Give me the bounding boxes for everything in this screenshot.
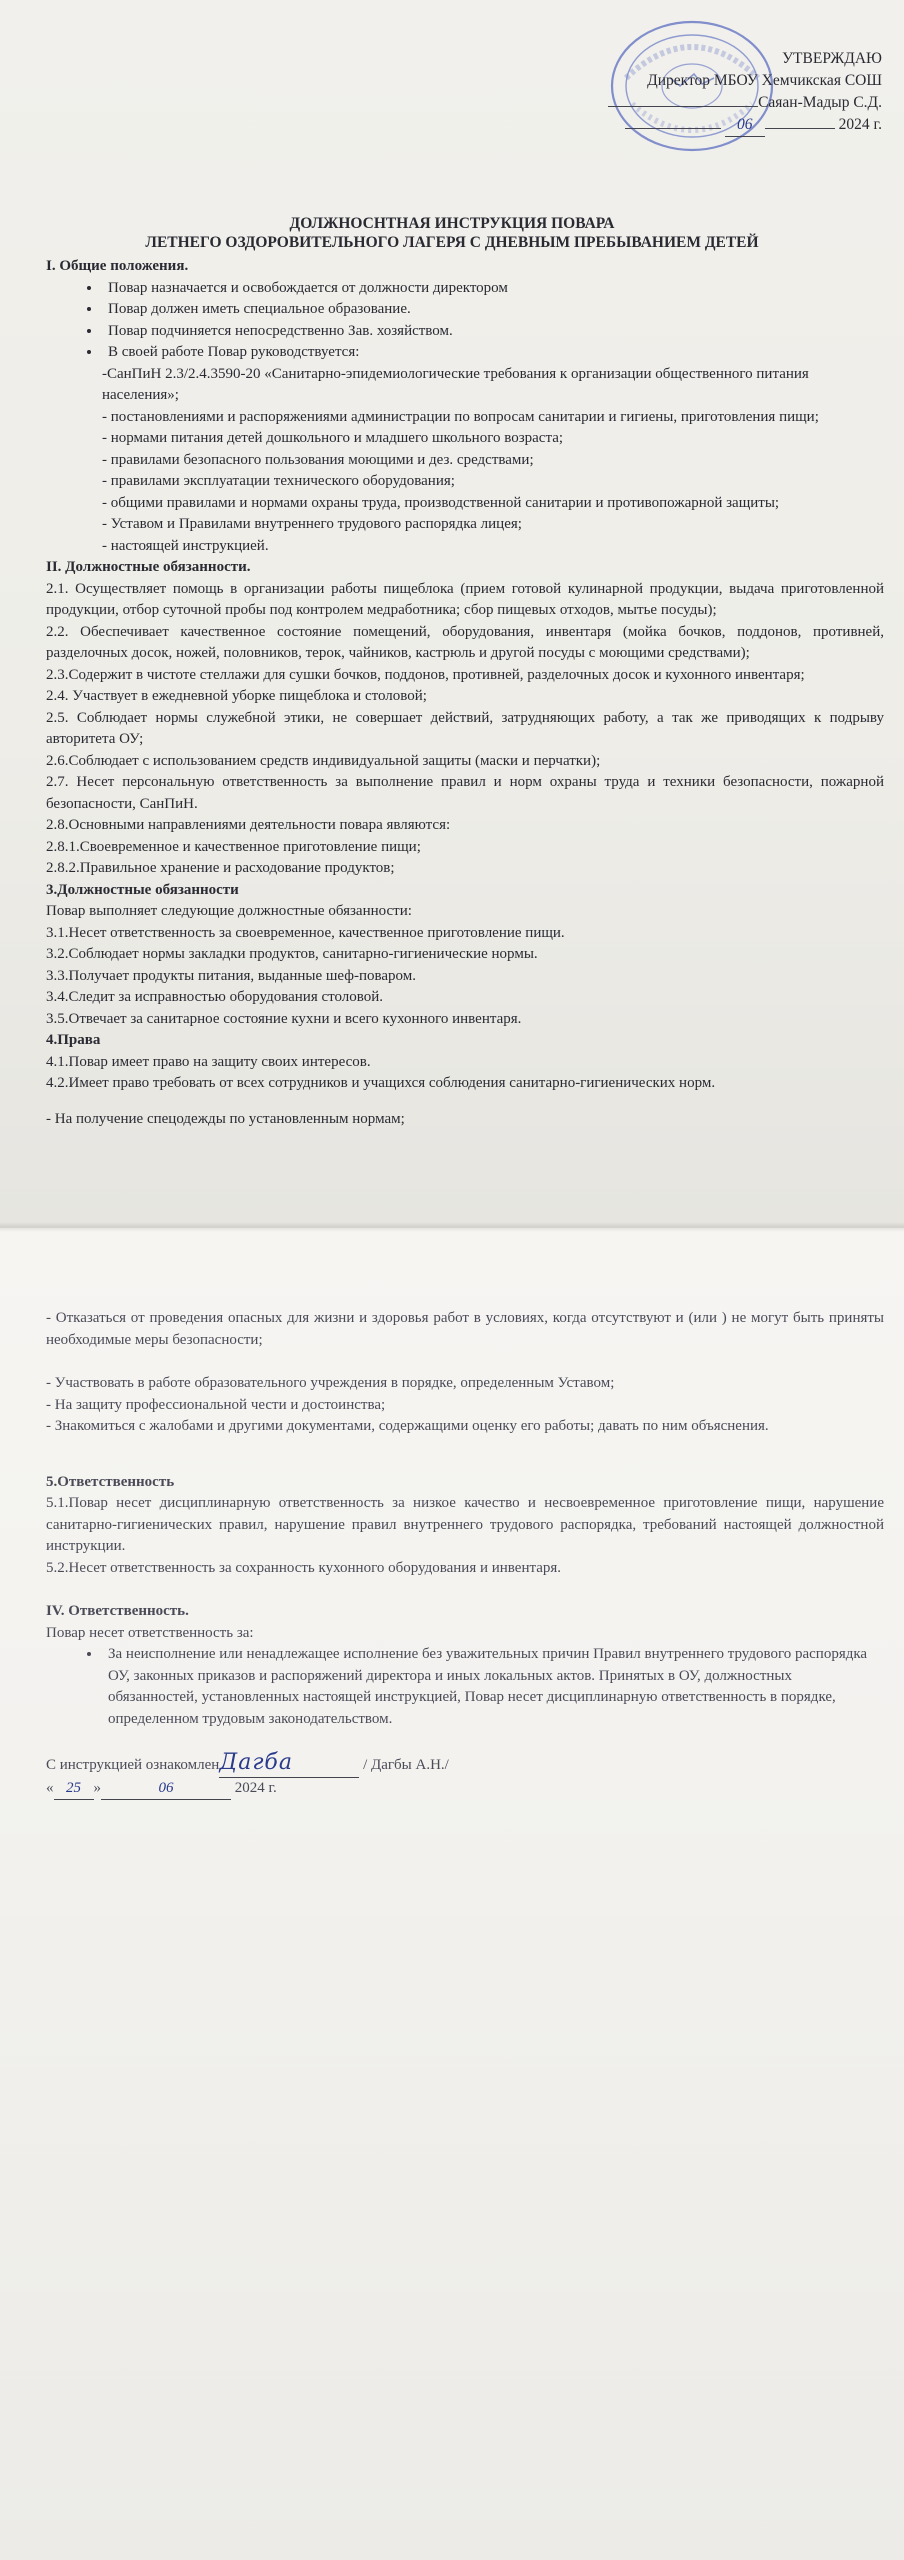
section4-heading: 4.Права xyxy=(46,1032,101,1048)
list-item: 2.2. Обеспечивает качественное состояние помещений, оборудования, инвентаря (мойка бочков, поддонов, противней, разделочных досок, ножей, половников, терок, чайников, кастрюль и другой посуды с моющими средствами); xyxy=(46,623,884,661)
section1-sublist xyxy=(46,364,884,558)
list-item: 2.7. Несет персональную ответственность за выполнение правил и норм охраны труда и техники безопасности, пожарной безопасности, СанПиН. xyxy=(46,774,884,812)
list-item: • За неисполнение или ненадлежащее исполнение без уважительных причин Правил внутреннего трудового распорядка ОУ, законных приказов и распоряжений директора и иных локальных актов. Принятых в ОУ, должностных обязанностей, установленных настоящей инструкцией, Повар несет дисциплинарную ответственность в порядке, определенном трудовым законодательством. xyxy=(102,1644,884,1730)
list-item: • Повар назначается и освобождается от должности директором xyxy=(102,278,884,300)
section2-heading: II. Должностные обязанности. xyxy=(46,559,251,575)
approval-date: 06 2024 г. xyxy=(608,114,882,137)
right-item: - На получение спецодежды по установленным нормам; xyxy=(46,1110,405,1127)
list-item: • Повар должен иметь специальное образование. xyxy=(102,299,884,321)
list-item: 5.2.Несет ответственность за сохранность кухонного оборудования и инвентаря. xyxy=(46,1559,562,1576)
list-item: 2.8.2.Правильное хранение и расходование продуктов; xyxy=(46,860,395,876)
list-item: • Повар подчиняется непосредственно Зав. хозяйством. xyxy=(102,321,884,343)
list-item: 3.1.Несет ответственность за своевременное, качественное приготовление пищи. xyxy=(46,924,565,941)
list-item: 2.1. Осуществляет помощь в организации работы пищеблока (прием готовой кулинарной продукции, выдача приготовленной продукции, отбор суточной пробы под контролем медработника; сбор пищевых отходов, мытье посуды); xyxy=(46,580,884,618)
list-item: - нормами питания детей дошкольного и младшего школьного возраста; xyxy=(102,430,564,446)
list-item: -СанПиН 2.3/2.4.3590-20 «Санитарно-эпидемиологические требования к организации общественного питания населения»; xyxy=(102,365,809,403)
signature: Дагба xyxy=(219,1750,293,1775)
section1-heading: I. Общие положения. xyxy=(46,258,189,274)
list-item: 2.4. Участвует в ежедневной уборке пищеблока и столовой; xyxy=(46,688,427,704)
acknowledgement-date: « 25 » 06 2024 г. xyxy=(46,1778,884,1801)
section6-intro: Повар несет ответственность за: xyxy=(46,1624,254,1641)
list-item: - правилами эксплуатации технического оборудования; xyxy=(102,473,455,489)
section3-heading: 3.Должностные обязанности xyxy=(46,881,239,898)
page-seam xyxy=(0,1222,904,1232)
list-item: - настоящей инструкцией. xyxy=(102,537,269,554)
signature-area xyxy=(219,1752,359,1778)
section5-heading: 5.Ответственность xyxy=(46,1473,175,1490)
ack-year: 2024 г. xyxy=(234,1779,277,1796)
section2-items xyxy=(46,579,884,880)
acknowledgement-name: / Дагбы А.Н./ xyxy=(363,1757,449,1773)
approval-director: Директор МБОУ Хемчикская СОШ xyxy=(647,72,882,89)
page-bottom-sheet xyxy=(0,1228,904,2560)
ack-day: 25 xyxy=(54,1778,94,1801)
right-item: - На защиту профессиональной чести и достоинства; xyxy=(46,1396,386,1413)
list-item: 2.8.1.Своевременное и качественное приготовление пищи; xyxy=(46,838,421,855)
right-item: - Отказаться от проведения опасных для жизни и здоровья работ в условиях, когда отсутствуют и (или ) не могут быть приняты необходимые меры безопасности; xyxy=(46,1310,884,1348)
page-top-sheet xyxy=(0,0,904,1228)
approval-block xyxy=(608,48,882,137)
ack-month: 06 xyxy=(158,1779,174,1796)
list-item: 3.5.Отвечает за санитарное состояние кухни и всего кухонного инвентаря. xyxy=(46,1010,522,1027)
approval-heading: УТВЕРЖДАЮ xyxy=(782,50,882,67)
title-line-1: ДОЛЖНОСНТНАЯ ИНСТРУКЦИЯ ПОВАРА xyxy=(289,215,615,232)
acknowledgement-line xyxy=(46,1752,884,1778)
section6-heading: IV. Ответственность. xyxy=(46,1603,189,1619)
section3-intro: Повар выполняет следующие должностные обязанности: xyxy=(46,903,412,919)
document-body-part2 xyxy=(46,1308,884,1800)
list-item: - общими правилами и нормами охраны труда, производственной санитарии и противопожарной защиты; xyxy=(102,494,780,511)
section5-items xyxy=(46,1493,884,1579)
list-item: 5.1.Повар несет дисциплинарную ответственность за низкое качество и несвоевременное приготовление пищи, нарушение санитарно-гигиенических правил, нарушение правил внутреннего трудового распорядка, требований настоящей должностной инструкции. xyxy=(46,1495,884,1554)
list-item: 3.3.Получает продукты питания, выданные шеф-поваром. xyxy=(46,967,417,984)
list-item: 4.1.Повар имеет право на защиту своих интересов. xyxy=(46,1053,371,1070)
right-item: - Участвовать в работе образовательного учреждения в порядке, определенным Уставом; xyxy=(46,1375,615,1391)
list-item: - правилами безопасного пользования моющими и дез. средствами; xyxy=(102,451,534,468)
list-item: 2.3.Содержит в чистоте стеллажи для сушки бочков, поддонов, противней, разделочных досок и кухонного инвентаря; xyxy=(46,666,805,683)
document-title xyxy=(0,214,904,252)
acknowledgement-label: С инструкцией ознакомлен xyxy=(46,1757,220,1773)
list-item: 2.6.Соблюдает с использованием средств индивидуальной защиты (маски и перчатки); xyxy=(46,752,601,769)
list-item: - постановлениями и распоряжениями администрации по вопросам санитарии и гигиены, приготовления пищи; xyxy=(102,408,819,425)
list-item: • В своей работе Повар руководствуется: xyxy=(102,342,884,364)
right-item: - Знакомиться с жалобами и другими документами, содержащими оценку его работы; давать по ним объяснения. xyxy=(46,1418,769,1434)
section4-items xyxy=(46,1052,884,1095)
list-item: 4.2.Имеет право требовать от всех сотрудников и учащихся соблюдения санитарно-гигиенических норм. xyxy=(46,1075,716,1091)
list-item: 2.5. Соблюдает нормы служебной этики, не совершает действий, затрудняющих работу, а так же приводящих к подрыву авторитета ОУ; xyxy=(46,709,884,747)
section6-bullets xyxy=(46,1644,884,1730)
section1-bullets xyxy=(46,278,884,364)
section3-items xyxy=(46,923,884,1031)
approval-name: Саяан-Мадыр С.Д. xyxy=(608,92,882,114)
list-item: - Уставом и Правилами внутреннего трудового распорядка лицея; xyxy=(102,516,522,532)
title-line-2: ЛЕТНЕГО ОЗДОРОВИТЕЛЬНОГО ЛАГЕРЯ С ДНЕВНЫМ ПРЕБЫВАНИЕМ ДЕТЕЙ xyxy=(145,234,759,251)
list-item: 2.8.Основными направлениями деятельности повара являются: xyxy=(46,817,451,833)
document-body-part1 xyxy=(46,256,884,1130)
list-item: 3.4.Следит за исправностью оборудования столовой. xyxy=(46,989,384,1005)
list-item: 3.2.Соблюдает нормы закладки продуктов, санитарно-гигиенические нормы. xyxy=(46,946,538,962)
